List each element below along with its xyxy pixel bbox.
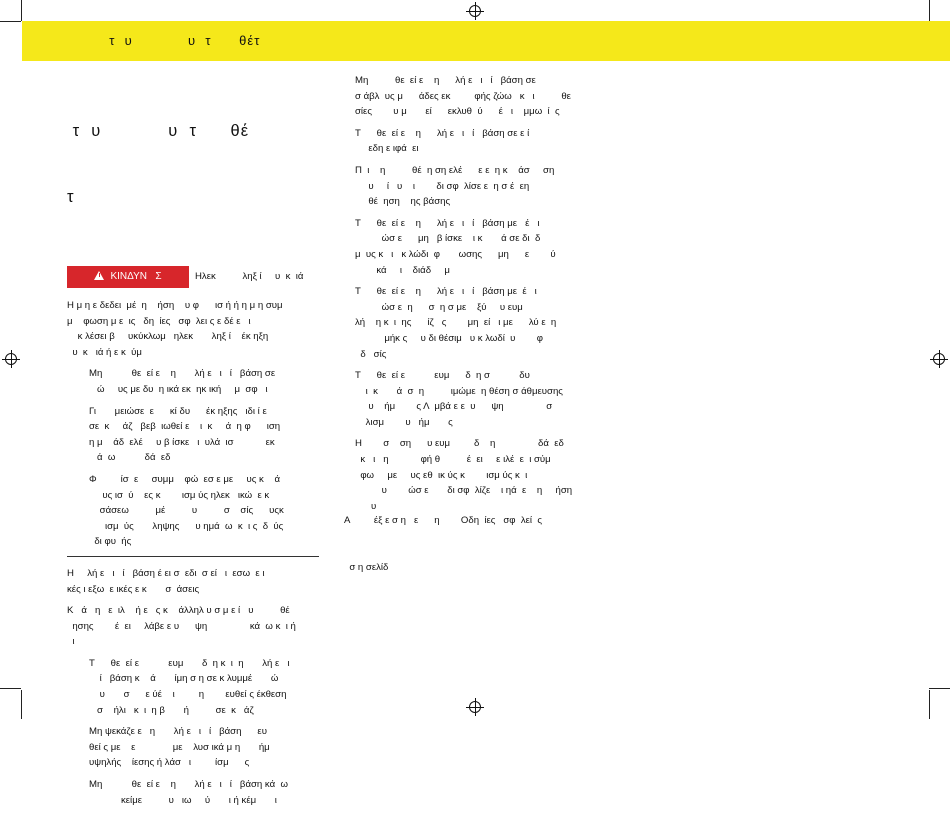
list-item xyxy=(67,724,319,771)
text-line: υ κ ιά ή ε κ ύμ xyxy=(67,346,142,358)
text-line: ισμ ύς ληψης υ ημά ω κ ι ς δ ύς xyxy=(89,520,284,532)
text-line: υ ώσ ε δι σφ λίζε ι ηά ε η ήση xyxy=(355,485,573,497)
text-line: Γι μειώσε ε κί δυ έκ ηξης ιδι ί ε xyxy=(89,405,267,417)
text-line: κές ι εξω ε ικές ε κ σ άσεις xyxy=(67,583,200,595)
text-line: ώ υς με δυ η ικά εκ ηκ ική μ σφ ι xyxy=(89,383,268,395)
text-line: δι φυ ής xyxy=(89,536,132,548)
list-item xyxy=(355,73,587,120)
list-item xyxy=(67,404,319,466)
cross-reference-note xyxy=(344,482,542,591)
text-line: Η λή ε ι ί βάση έ ει σ εδι σ εί ι εσω ε ι xyxy=(67,567,265,579)
text-line: Μη ψεκάζε ε η λή ε ι ί βάση ευ xyxy=(89,726,267,738)
text-line: ι κ ά σ η ιμώμε η θέση σ άθμευσης xyxy=(355,385,563,397)
text-line: σίες υ μ εί εκλυθ ύ έ ι μμω ί ς xyxy=(355,106,560,118)
text-line: Α έξ ε σ η ε η Οδη ίες σφ λεί ς xyxy=(344,515,543,527)
text-line: Τ θε εί ε η λή ε ι ί βάση με έ ι xyxy=(355,217,540,229)
text-line: ώσ ε η σ η σ με ξύ υ ευμ xyxy=(355,301,523,313)
paragraph xyxy=(67,566,319,597)
text-line: υψηλής ίεσης ή λάσ ι ίσμ ς xyxy=(89,757,250,769)
text-line: Τ θε εί ε η λή ε ι ί βάση με έ ι xyxy=(355,286,537,298)
text-line: σάσεω μέ υ σ σίς υςκ xyxy=(89,505,284,517)
list-item xyxy=(67,366,319,397)
list-item xyxy=(355,163,587,210)
registration-mark-icon xyxy=(466,698,484,716)
list-item xyxy=(67,656,319,718)
text-line: μ φωση μ ε ις δη ίες σφ λει ς ε δέ ε ι xyxy=(67,315,251,327)
danger-badge xyxy=(67,266,189,288)
text-line: υ σ ε ύέ ι η ευθεί ς έκθεση xyxy=(89,689,287,701)
crop-mark xyxy=(0,21,21,22)
text-line: Τ θε εί ε ευμ δ η κ ι η λή ε ι xyxy=(89,657,290,669)
text-line: ώσ ε μη β ίσκε ι κ ά σε δι δ xyxy=(355,233,541,245)
registration-mark-icon xyxy=(2,350,20,368)
text-line: υ ήμ ς Λ μβά ε ε υ ψη σ xyxy=(355,401,553,413)
crop-mark xyxy=(21,690,22,719)
list-item xyxy=(355,126,587,157)
registration-mark-icon xyxy=(930,350,948,368)
left-column xyxy=(67,76,319,814)
list-item xyxy=(67,777,319,808)
list-item xyxy=(355,368,587,430)
text-line: φω με υς εθ ικ ύς κ ισμ ύς κ ι xyxy=(355,469,528,481)
text-line: υ xyxy=(355,500,377,512)
text-line: θέ ηση ης βάσης xyxy=(355,196,451,208)
text-line: υς ισ ύ ες κ ισμ ύς ηλεκ ικώ ε κ xyxy=(89,489,270,501)
text-line: Μη θε εί ε η λή ε ι ί βάση σε xyxy=(89,368,276,380)
section-title xyxy=(67,76,319,252)
text-line: κ ι η φή θ έ ει ε ιλέ ε ι σύμ xyxy=(355,454,551,466)
crop-mark xyxy=(929,690,930,719)
text-line: εδη ε ιφά ει xyxy=(355,143,419,155)
text-line: Η μ η ε δεδει μέ η ήση υ φ ισ ή ή η μ η συμ xyxy=(67,300,283,311)
text-line: Τ θε εί ε η λή ε ι ί βάση σε ε ί xyxy=(355,127,530,139)
text-line: υ ί υ ι δι σφ λίσε ε η σ έ εη xyxy=(355,180,530,192)
header-band xyxy=(22,21,950,61)
text-line: θεί ς με ε με λυσ ικά μ η ήμ xyxy=(89,741,270,753)
text-line: μήκ ς υ δι θέσιμ υ κ λωδί υ φ xyxy=(355,332,543,344)
text-line: ησης έ ει λάβε ε υ ψη κά ω κ ι ή xyxy=(67,620,296,632)
section-title-line: τ υ υ τ θέ xyxy=(67,122,250,140)
danger-warning xyxy=(67,266,319,288)
text-line: κά ι διάδ μ xyxy=(355,264,450,276)
list-item xyxy=(67,472,319,550)
text-line: Η σ ση υ ευμ δ η δά εδ xyxy=(355,438,564,450)
text-line: δ σίς xyxy=(355,348,387,360)
crop-mark xyxy=(929,0,930,21)
text-line: κείμε υ ιω ύ ι ή κέμ ι xyxy=(89,794,277,806)
crop-mark xyxy=(0,688,21,689)
text-line: Φ ίσ ε συμμ φώ εσ ε με υς κ ά xyxy=(89,473,281,485)
text-line: η μ άδ ελέ υ β ίσκε ι υλά ισ εκ xyxy=(89,436,275,448)
text-line: σ άβλ υς μ άδες εκ φής ζώω κ ι θε xyxy=(355,90,571,102)
text-line: μ υς κ ι κ λώδι φ ωσης μη ε ύ xyxy=(355,248,556,260)
section-title-line: τ xyxy=(67,188,75,206)
text-line: Κ ά η ε ιλ ή ε ς κ άλληλ υ σ μ ε ί υ θέ xyxy=(67,605,290,617)
text-line: ί βάση κ ά ίμη σ η σε κ λυμμέ ώ xyxy=(89,673,279,685)
text-line: ά ω δά εδ xyxy=(89,452,171,464)
text-line: κ λέσει β υκύκλωμ ηλεκ ληξ ί έκ ηξη xyxy=(67,331,269,343)
crop-mark xyxy=(929,688,950,689)
divider xyxy=(67,556,319,557)
text-line: σε κ άζ βεβ ιωθεί ε ι κ ά η φ ιση xyxy=(89,421,281,433)
text-line: σ η σελίδ xyxy=(344,561,389,573)
list-item xyxy=(355,284,587,362)
text-line: λισμ υ ήμ ς xyxy=(355,416,453,428)
list-item xyxy=(355,216,587,278)
text-line: Μη θε εί ε η λή ε ι ί βάση σε xyxy=(355,75,536,86)
registration-mark-icon xyxy=(466,2,484,20)
text-line: σ ήλι κ ι η β ή σε κ άζ xyxy=(89,704,254,716)
danger-text: Ηλεκ ληξ ί υ κ ιά xyxy=(195,271,304,282)
header-title: τ υ υ τ θέτ xyxy=(100,33,261,48)
warning-triangle-icon xyxy=(94,271,104,280)
text-line: Μη θε εί ε η λή ε ι ί βάση κά ω xyxy=(89,779,288,791)
text-line: Π ι η θέ η ση ελέ ε ε η κ άσ ση xyxy=(355,164,555,176)
text-line: Τ θε εί ε ευμ δ η σ δυ xyxy=(355,370,530,382)
text-line: ι xyxy=(67,636,75,648)
text-line: λή η κ ι ης ίζ ς μη εί ι με λύ ε η xyxy=(355,317,557,329)
paragraph xyxy=(67,603,319,650)
danger-label: ΚΙΝΔΥΝ Σ xyxy=(110,271,162,282)
intro-paragraph xyxy=(67,298,319,360)
right-column xyxy=(355,73,587,520)
crop-mark xyxy=(21,0,22,21)
